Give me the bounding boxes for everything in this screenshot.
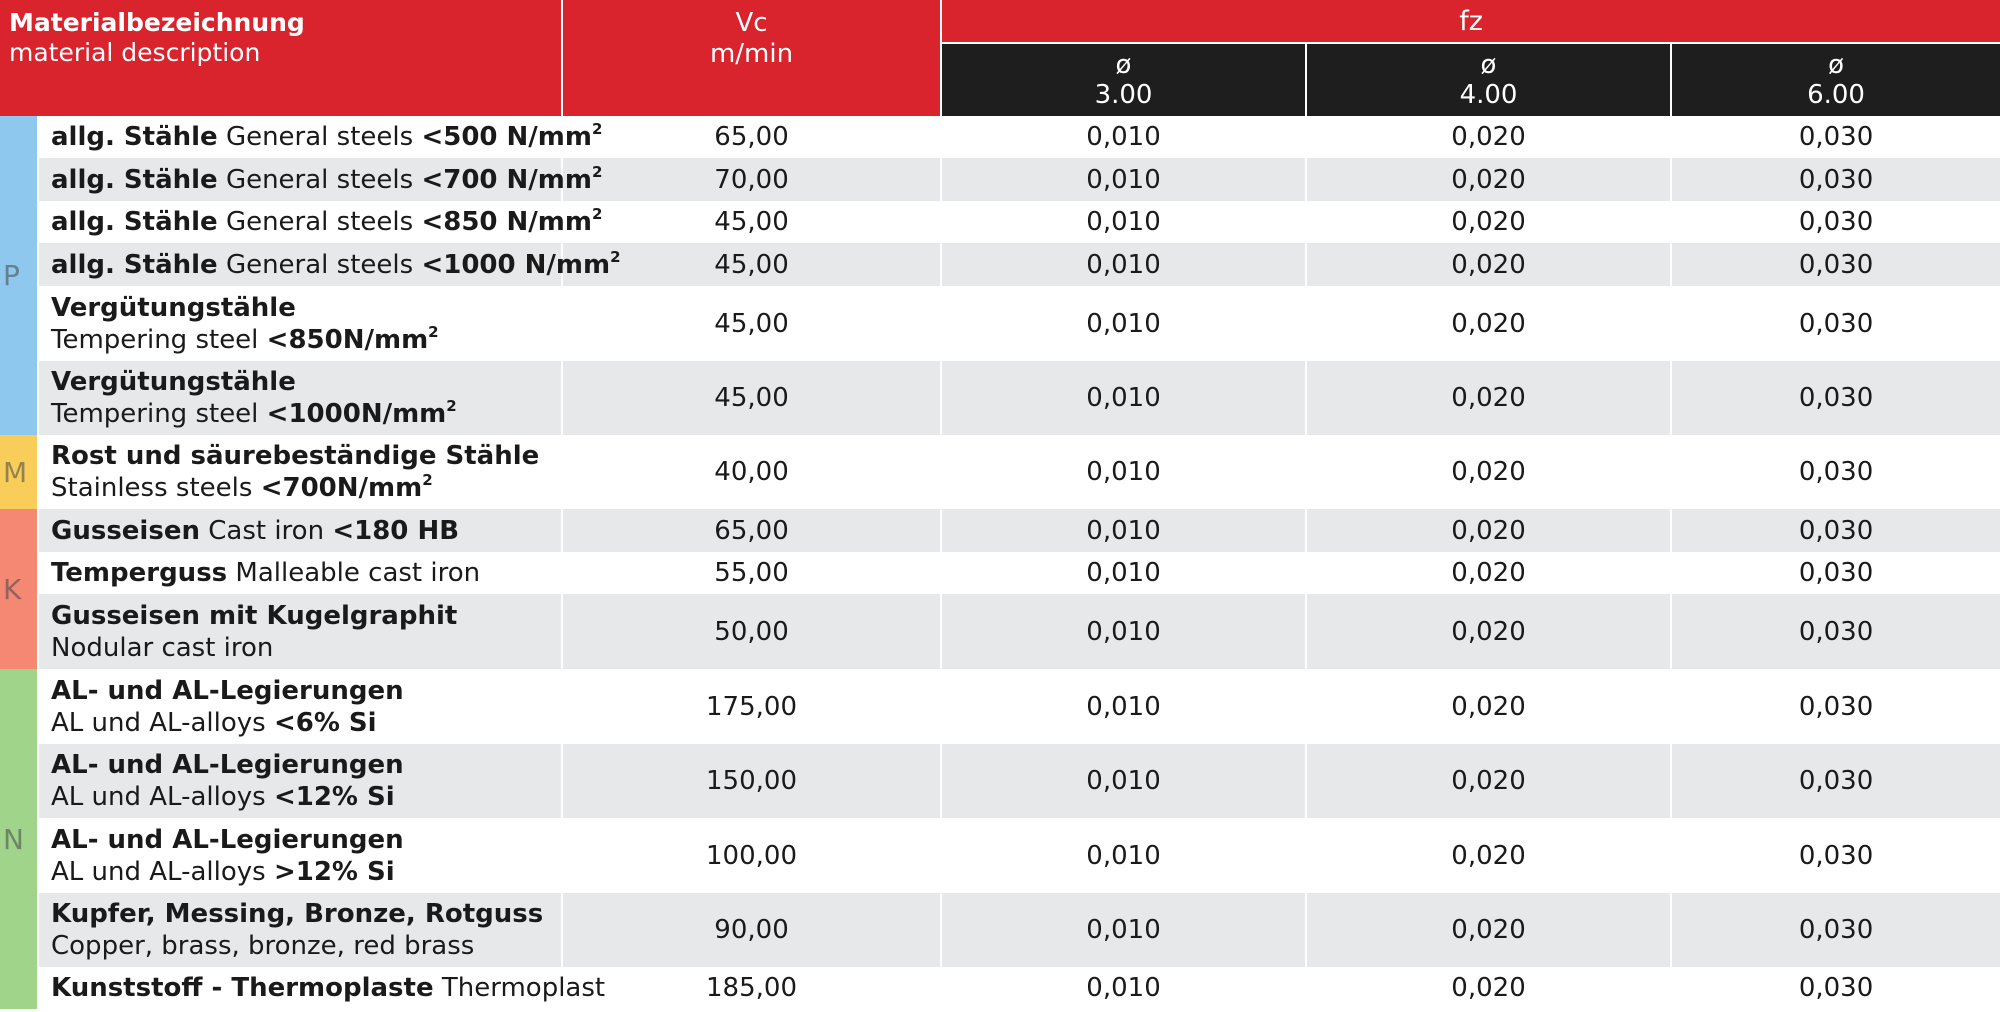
fz-cell-4: 0,020 [1306,116,1671,158]
table-row [0,286,2000,361]
fz-cell-4: 0,020 [1306,669,1671,744]
fz-cell-3: 0,010 [941,435,1306,509]
vc-cell: 150,00 [562,744,941,818]
fz-cell-6: 0,030 [1671,594,2000,669]
table-row [0,435,2000,509]
material-header-de: Materialbezeichnung [9,8,305,37]
fz-cell-6: 0,030 [1671,552,2000,594]
material-de: Kupfer, Messing, Bronze, Rotguss [51,899,544,929]
fz-cell-3: 0,010 [941,201,1306,243]
vc-cell: 45,00 [562,286,941,361]
fz-cell-3: 0,010 [941,893,1306,967]
fz-cell-4: 0,020 [1306,744,1671,818]
table-row [0,552,2000,594]
material-de: AL- und AL-Legierungen [51,824,404,855]
fz-cell-6: 0,030 [1671,116,2000,158]
fz-cell-4: 0,020 [1306,435,1671,509]
table-row [0,594,2000,669]
material-cell [38,818,562,893]
vc-cell: 50,00 [562,594,941,669]
group-label-k: K [0,509,38,669]
fz-cell-6: 0,030 [1671,243,2000,286]
material-header [0,0,562,116]
fz-cell-3: 0,010 [941,116,1306,158]
fz-cell-4: 0,020 [1306,286,1671,361]
material-en: General steels [225,164,414,195]
material-header-en: material description [9,38,261,67]
material-cell [38,552,562,594]
material-cell [38,744,562,818]
vc-cell: 45,00 [562,361,941,435]
fz-cell-3: 0,010 [941,509,1306,552]
vc-cell: 55,00 [562,552,941,594]
material-cell [38,361,562,435]
diameter-header-6 [1671,43,2000,116]
material-cell [38,158,603,201]
material-en: AL und AL-alloys [51,782,266,812]
vc-cell: 45,00 [562,243,941,286]
vc-cell: 45,00 [562,201,941,243]
material-cell [38,669,562,744]
vc-cell: 100,00 [562,818,941,893]
diameter-symbol: ø [1480,50,1497,80]
material-en: AL und AL-alloys [51,856,266,887]
fz-cell-6: 0,030 [1671,744,2000,818]
vc-cell: 40,00 [562,435,941,509]
material-de: allg. Stähle [51,164,218,195]
material-de: AL- und AL-Legierungen [51,750,404,780]
material-en: General steels [225,122,414,152]
fz-cell-6: 0,030 [1671,435,2000,509]
material-spec: <700N/mm [260,473,423,503]
diameter-value: 6.00 [1807,80,1865,110]
material-cell [38,893,562,967]
vc-header-unit: m/min [709,39,794,69]
table-row [0,361,2000,435]
superscript: 2 [422,471,433,489]
superscript: 2 [592,120,603,138]
material-cell [38,509,562,552]
material-cell [38,967,606,1009]
material-spec: <12% Si [273,782,395,812]
fz-cell-4: 0,020 [1306,893,1671,967]
fz-cell-6: 0,030 [1671,286,2000,361]
material-en: Cast iron [208,515,325,546]
material-spec: <700 N/mm [421,164,592,195]
fz-cell-3: 0,010 [941,818,1306,893]
fz-cell-4: 0,020 [1306,818,1671,893]
fz-cell-3: 0,010 [941,286,1306,361]
material-cell [38,116,603,158]
superscript: 2 [610,247,621,266]
material-de: Vergütungstähle [51,367,296,397]
material-en: Copper, brass, bronze, red brass [51,931,475,961]
group-label-p: P [0,116,38,435]
material-de: Rost und säurebeständige Stähle [51,441,540,471]
fz-cell-4: 0,020 [1306,509,1671,552]
fz-cell-3: 0,010 [941,967,1306,1009]
vc-cell: 65,00 [562,116,941,158]
material-spec: <6% Si [273,707,377,738]
material-spec: <500 N/mm [421,122,592,152]
table-row [0,744,2000,818]
material-en: General steels [225,207,414,237]
fz-cell-4: 0,020 [1306,158,1671,201]
fz-cell-3: 0,010 [941,361,1306,435]
table-row [0,967,2000,1009]
vc-header-label: Vc [735,8,768,38]
material-cell [38,435,562,509]
fz-cell-6: 0,030 [1671,967,2000,1009]
fz-cell-4: 0,020 [1306,361,1671,435]
diameter-symbol: ø [1828,50,1844,80]
superscript: 2 [446,397,457,415]
fz-cell-6: 0,030 [1671,158,2000,201]
group-label-m: M [0,435,38,509]
material-cell [38,201,603,243]
material-de: Gusseisen [51,515,200,546]
diameter-header-3 [941,43,1306,116]
fz-cell-6: 0,030 [1671,509,2000,552]
diameter-value: 4.00 [1459,80,1518,110]
material-de: allg. Stähle [51,249,218,280]
fz-cell-4: 0,020 [1306,967,1671,1009]
diameter-symbol: ø [1115,50,1132,80]
vc-cell: 70,00 [562,158,941,201]
table-row [0,509,2000,552]
fz-cell-4: 0,020 [1306,201,1671,243]
group-label-n: N [0,669,38,1009]
material-spec: <180 HB [332,515,460,546]
superscript: 2 [428,322,439,341]
vc-cell: 65,00 [562,509,941,552]
material-spec: <850N/mm [266,324,429,355]
material-de: allg. Stähle [51,122,218,152]
material-de: Temperguss [51,558,228,588]
fz-header: fz [941,0,2000,43]
material-de: Gusseisen mit Kugelgraphit [51,600,458,631]
fz-cell-4: 0,020 [1306,552,1671,594]
table-row [0,669,2000,744]
table-row [0,893,2000,967]
superscript: 2 [592,205,603,223]
material-en: General steels [225,249,414,280]
material-de: allg. Stähle [51,207,218,237]
fz-cell-3: 0,010 [941,594,1306,669]
material-spec: <1000 N/mm [421,249,611,280]
table-row [0,158,2000,201]
fz-cell-3: 0,010 [941,744,1306,818]
table-row [0,116,2000,158]
material-de: AL- und AL-Legierungen [51,675,404,706]
material-de: Vergütungstähle [51,292,296,323]
diameter-header-4 [1306,43,1671,116]
vc-cell: 185,00 [562,967,941,1009]
material-en: Malleable cast iron [235,558,481,588]
material-en: AL und AL-alloys [51,707,266,738]
fz-cell-6: 0,030 [1671,818,2000,893]
table-row [0,243,2000,286]
diameter-value: 3.00 [1094,80,1153,110]
fz-cell-3: 0,010 [941,243,1306,286]
material-spec: <850 N/mm [421,207,592,237]
material-en: Nodular cast iron [51,632,274,663]
fz-cell-6: 0,030 [1671,669,2000,744]
fz-cell-6: 0,030 [1671,201,2000,243]
vc-cell: 175,00 [562,669,941,744]
material-cell [38,286,562,361]
fz-cell-4: 0,020 [1306,594,1671,669]
material-en: Thermoplast [441,973,606,1003]
material-cell [38,594,562,669]
vc-cell: 90,00 [562,893,941,967]
material-spec: <1000N/mm [266,399,447,429]
fz-cell-4: 0,020 [1306,243,1671,286]
material-en: Stainless steels [51,473,253,503]
material-de: Kunststoff - Thermoplaste [51,973,434,1003]
superscript: 2 [592,162,603,181]
table-row [0,818,2000,893]
material-en: Tempering steel [51,399,259,429]
table-row [0,201,2000,243]
fz-cell-3: 0,010 [941,552,1306,594]
fz-cell-6: 0,030 [1671,893,2000,967]
material-spec: >12% Si [273,856,395,887]
fz-cell-3: 0,010 [941,158,1306,201]
fz-cell-6: 0,030 [1671,361,2000,435]
material-cell [38,243,621,286]
fz-cell-3: 0,010 [941,669,1306,744]
material-en: Tempering steel [51,324,259,355]
vc-header [562,0,941,116]
